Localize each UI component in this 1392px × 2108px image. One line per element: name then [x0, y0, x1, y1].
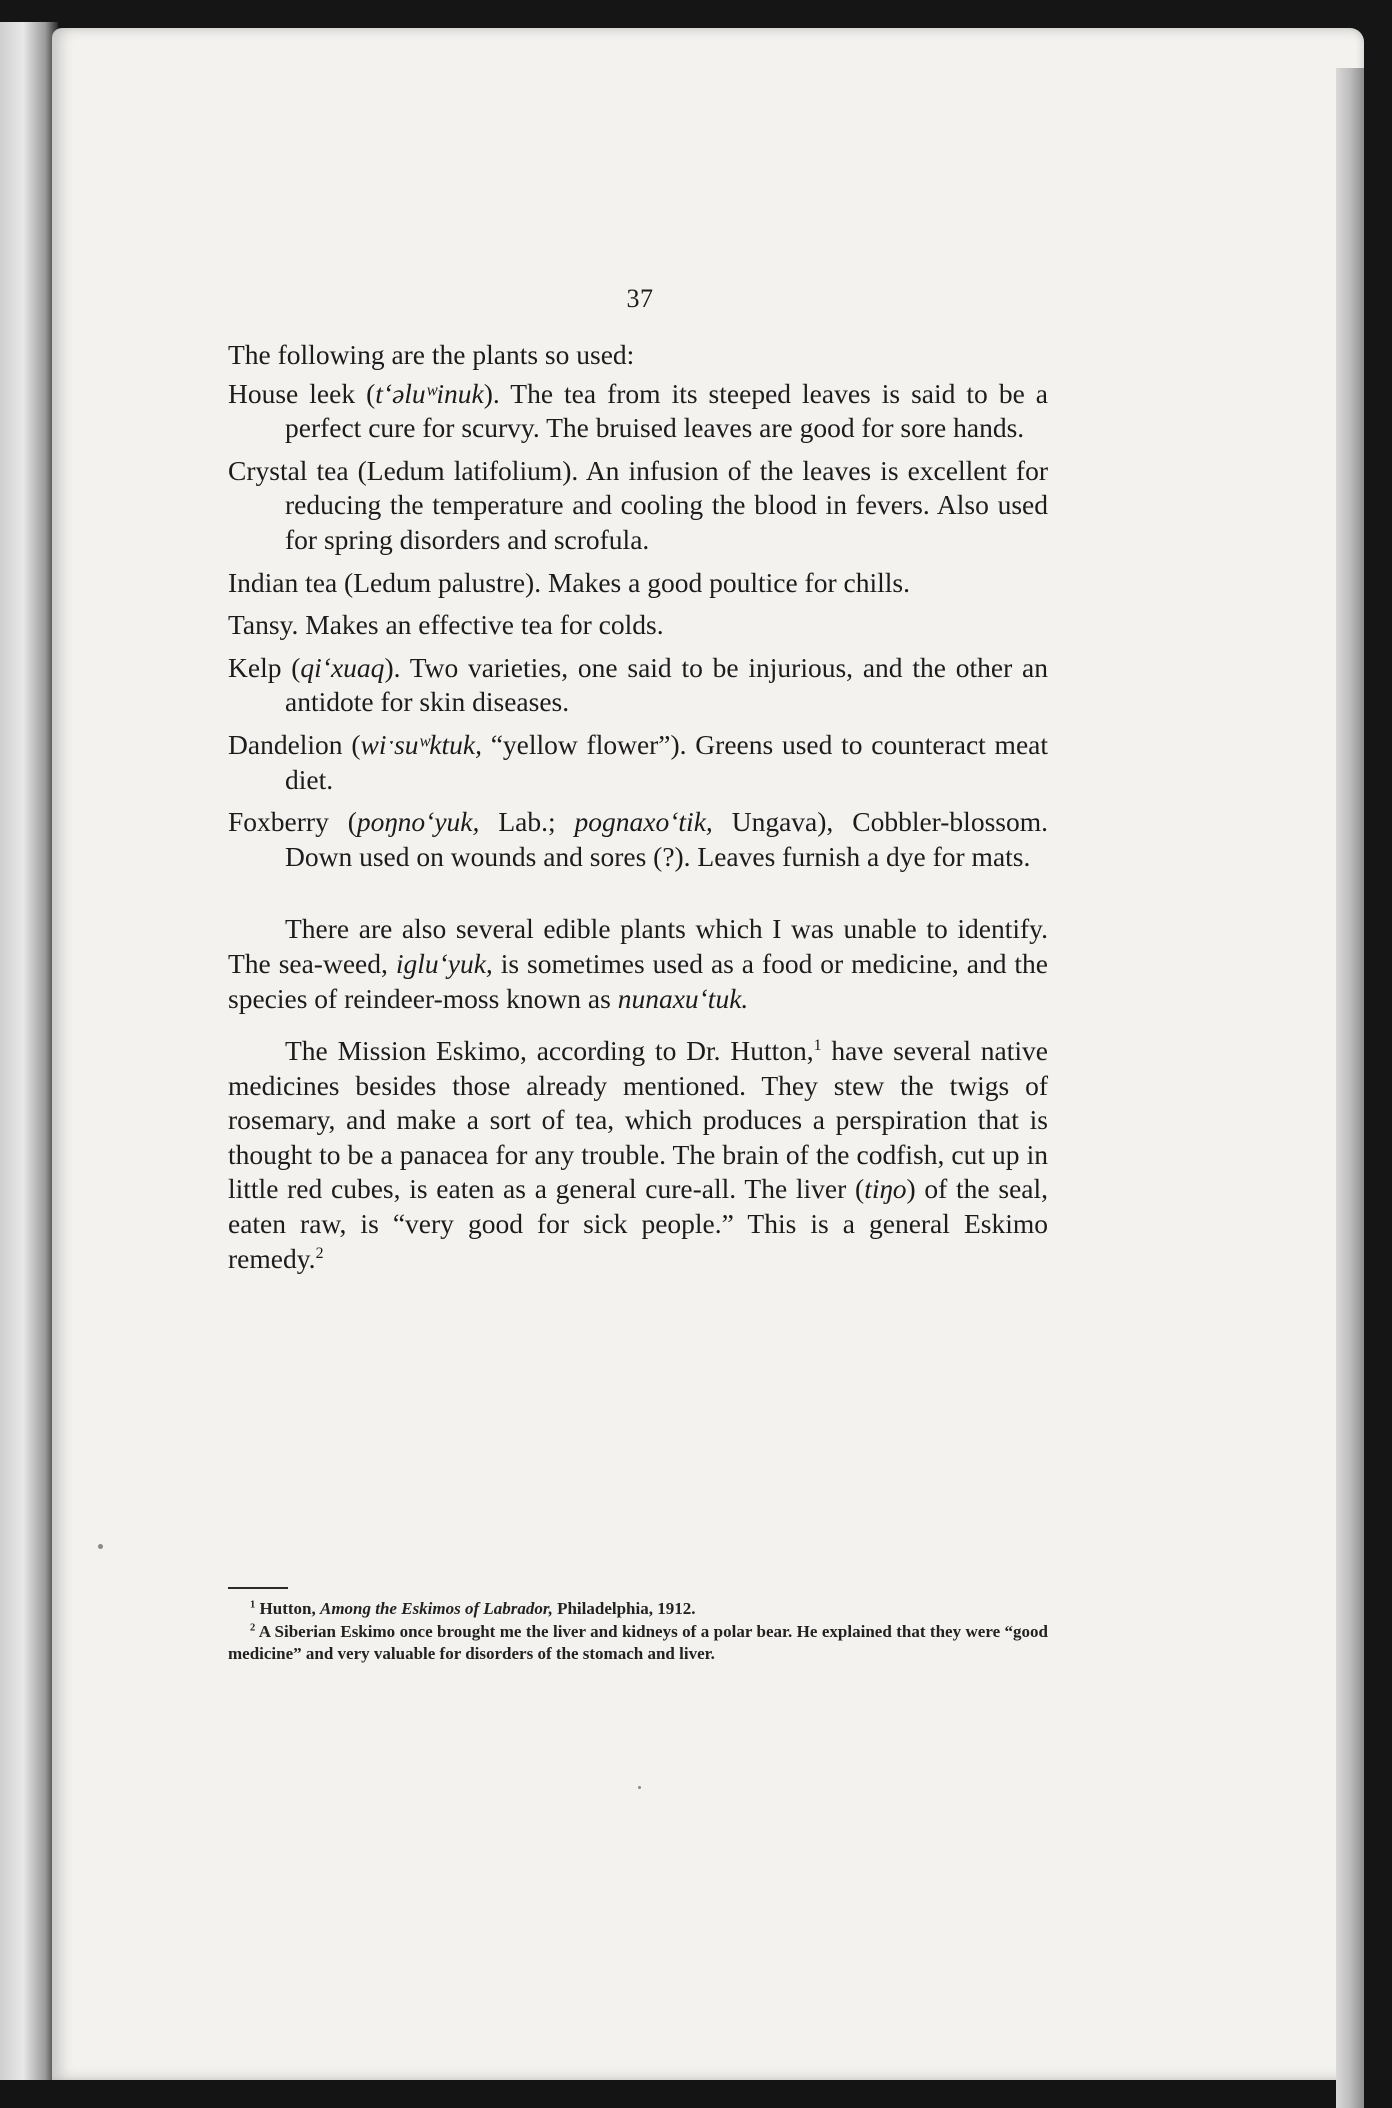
plant-entry-dandelion: Dandelion (wiˑsuʷktuk, “yellow flower”). Greens used to counteract meat diet.	[228, 728, 1048, 795]
footnote-ref-1[interactable]: 1	[813, 1036, 822, 1054]
page-stack-edge	[1336, 68, 1364, 2108]
footnote-2: $^2$ A Siberian Eskimo once brought me the liver and kidneys of a polar bear. He explained that they were “good medicine” and very valuable for disorders of the stomach and liver.	[228, 1621, 1048, 1663]
footnote-ref-2[interactable]: 2	[315, 1244, 324, 1262]
plant-entry-crystal-tea: Crystal tea (Ledum latifolium). An infusion of the leaves is excellent for reducing the temperature and cooling the blood in fevers. Also used for spring disorders and scrofula.	[228, 454, 1048, 555]
plant-entry-indian-tea: Indian tea (Ledum palustre). Makes a good poultice for chills.	[228, 566, 910, 598]
footnotes	[228, 1598, 1048, 1666]
scan-speck	[638, 1786, 641, 1789]
facing-page-edge	[0, 22, 58, 2080]
footnote-1: $^1$ Hutton, Among the Eskimos of Labrador, Philadelphia, 1912.	[250, 1599, 696, 1618]
footnote-divider	[228, 1587, 288, 1589]
page-number: 37	[626, 284, 654, 313]
main-text	[228, 338, 1048, 1276]
plant-entry-house-leek: House leek (tʻəluʷinuk). The tea from its steeped leaves is said to be a perfect cure for scurvy. The bruised leaves are good for sore hands.	[228, 377, 1048, 444]
plant-entry-kelp: Kelp (qiʻxuaq). Two varieties, one said to be injurious, and the other an antidote for skin diseases.	[228, 651, 1048, 718]
intro-line: The following are the plants so used:	[228, 339, 635, 370]
paragraph-edible-plants: There are also several edible plants which I was unable to identify. The sea-weed, igluʻyuk, is sometimes used as a food or medicine, and the species of reindeer-moss known as nunaxuʻtuk.	[228, 913, 1048, 1014]
scan-speck	[98, 1544, 103, 1549]
plant-entry-tansy: Tansy. Makes an effective tea for colds.	[228, 609, 664, 641]
paragraph-mission-eskimo: The Mission Eskimo, according to Dr. Hutton,$^1$ have several native medicines besides those already mentioned. They stew the twigs of rosemary, and make a sort of tea, which produces a perspiration that is thought to be a panacea for any trouble. The brain of the codfish, cut up in little red cubes, is eaten as a general cure-all. The liver (tiŋo) of the seal, eaten raw, is “very good for sick people.” This is a general Eskimo remedy.$^2$	[228, 1035, 1048, 1274]
plant-entry-foxberry: Foxberry (poŋnoʻyuk, Lab.; pognaxoʻtik, Ungava), Cobbler-blossom. Down used on wounds and sores (?). Leaves furnish a dye for mats.	[228, 806, 1048, 872]
